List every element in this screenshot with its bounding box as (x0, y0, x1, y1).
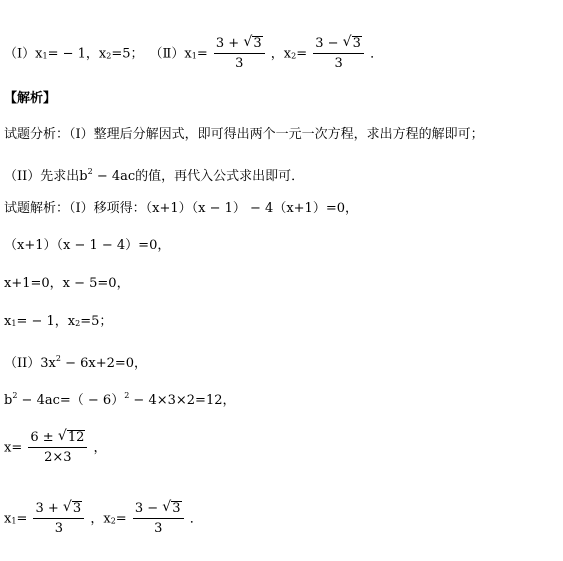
x2-sub: 2 (106, 51, 112, 61)
sqrt: √ 12 (57, 428, 85, 445)
fraction (33, 501, 84, 537)
x1-label: x (184, 46, 192, 62)
denominator: 3 (154, 521, 163, 536)
x1-label: x (4, 511, 12, 527)
solution-line-3: x+1=0，x − 5=0， (4, 276, 130, 291)
x2-label: x (103, 511, 111, 527)
section-title: 【解析】 (4, 91, 57, 106)
num-prefix: 3 − (315, 36, 343, 51)
x1-value: = − 1， (16, 314, 68, 329)
fraction (313, 36, 364, 72)
superscript: 2 (12, 391, 18, 400)
x2-value: =5； (80, 314, 113, 329)
x1-label: x (35, 46, 43, 62)
x2-sub: 2 (291, 51, 297, 61)
part1-label: （Ⅰ） (4, 46, 36, 62)
radicand: 3 (352, 36, 361, 51)
text: − 4×3×2=12， (129, 393, 236, 408)
radicand: 12 (67, 430, 85, 445)
sep: ， (85, 46, 99, 62)
text: x= (4, 440, 23, 456)
superscript: 2 (87, 167, 93, 176)
solution-line-8 (4, 501, 203, 537)
fraction (133, 501, 184, 537)
x2-sub: 2 (110, 516, 116, 526)
x2-label: x (283, 46, 292, 62)
sep: ， (90, 511, 104, 527)
text: （II）先求出b (4, 169, 88, 184)
sqrt: √ 3 (342, 34, 361, 51)
fraction (28, 430, 87, 466)
x2-value: =5 (111, 46, 131, 62)
part2-label: （Ⅱ） (149, 46, 185, 62)
x1-sub: 1 (191, 51, 197, 61)
equals: = (16, 511, 28, 527)
text: b (4, 393, 13, 408)
solution-line-4 (4, 314, 112, 332)
radicand: 3 (172, 501, 181, 516)
num-prefix: 3 + (35, 501, 63, 516)
solution-line-6 (4, 388, 236, 409)
num-prefix: 6 ± (30, 430, 58, 445)
x2-sub: 2 (75, 319, 81, 328)
radicand: 3 (72, 501, 82, 516)
sqrt: √ 3 (162, 499, 181, 516)
radicand: 3 (253, 36, 262, 51)
text: − 4ac=（ − 6） (17, 393, 125, 408)
x1-value: = − 1 (47, 46, 86, 62)
solution-line-1: 试题解析：（I）移项得：（x+1）（x − 1） − 4（x+1）=0， (4, 201, 358, 216)
sqrt: √ 3 (62, 499, 82, 516)
denominator: 2×3 (44, 450, 72, 465)
superscript: 2 (124, 391, 130, 400)
text: − 6x+2=0， (60, 356, 148, 371)
x1-sub: 1 (42, 51, 48, 61)
denominator: 3 (235, 56, 244, 71)
sep: ； (130, 46, 144, 62)
sep: ， (93, 440, 107, 456)
answer-line (4, 36, 383, 72)
analysis-line-1: 试题分析：（I）整理后分解因式，即可得出两个一元一次方程，求出方程的解即可； (4, 127, 484, 142)
text: （II）3x (4, 356, 56, 371)
denominator: 3 (54, 521, 63, 536)
equals: = (196, 46, 208, 62)
x2-label: x (98, 46, 107, 62)
num-prefix: 3 + (215, 36, 244, 51)
solution-line-2: （x+1）（x − 1 − 4）=0， (4, 238, 171, 253)
equals: = (296, 46, 308, 62)
solution-line-5 (4, 351, 147, 372)
text: − 4ac的值，再代入公式求出即可． (92, 169, 305, 184)
sqrt: √ 3 (243, 34, 262, 51)
x1-label: x (4, 314, 12, 329)
period: ． (189, 511, 203, 527)
equals: = (115, 511, 127, 527)
solution-line-7 (4, 430, 107, 466)
superscript: 2 (55, 354, 61, 363)
analysis-line-2 (4, 164, 304, 185)
num-prefix: 3 − (134, 501, 163, 516)
x2-label: x (67, 314, 76, 329)
denominator: 3 (334, 56, 343, 71)
period: ． (370, 46, 384, 62)
sep: ， (270, 46, 284, 62)
x1-sub: 1 (11, 516, 17, 526)
x1-sub: 1 (11, 319, 17, 328)
fraction (214, 36, 265, 72)
